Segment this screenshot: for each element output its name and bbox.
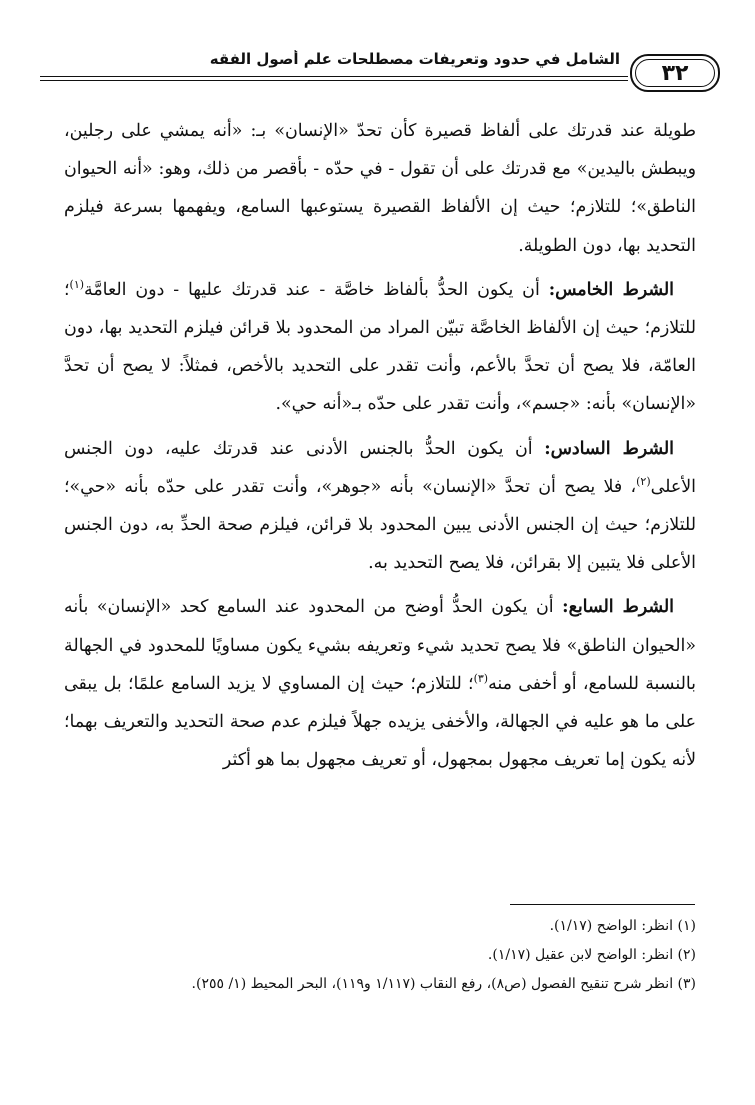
- footnote-separator: [510, 904, 695, 905]
- condition-5-text-a: أن يكون الحدُّ بألفاظ خاصَّة - عند قدرتك عليها - دون العامَّة: [84, 279, 549, 300]
- main-text: [64, 112, 696, 785]
- condition-7-text-a: أن يكون الحدُّ أوضح من المحدود عند السامع كحد «الإنسان» بأنه «الحيوان الناطق» فلا يصح تحديد شيء وتعريفه بشيء يكون مساويًا للمحدود في الجهالة بالنسبة للسامع، أو أخفى منه: [64, 597, 697, 694]
- footnote-ref-3[interactable]: (٣): [473, 672, 489, 686]
- footnotes: [64, 912, 696, 999]
- footnote-ref-2[interactable]: (٢): [636, 475, 651, 489]
- condition-7-label: الشرط السابع:: [562, 597, 674, 618]
- paragraph-1-text: طويلة عند قدرتك على ألفاظ قصيرة كأن تحدّ «الإنسان» بـ: «أنه يمشي على رجلين، ويبطش باليدين» مع قدرتك على أن تقول - في حدّه - بأقصر من ذلك، وهو: «أنه الحيوان الناطق»؛ للتلازم؛ حيث إن الألفاظ القصيرة يستوعبها السامع، ويفهمها بسرعة فيلزم التحديد بها، دون الطويلة.: [64, 121, 696, 256]
- paragraph-condition-7: [64, 588, 696, 779]
- running-title: الشامل في حدود وتعريفات مصطلحات علم أصول الفقه: [209, 50, 620, 68]
- paragraph-condition-6: [64, 430, 696, 583]
- condition-6-text-b: ، فلا يصح أن تحدَّ «الإنسان» بأنه «جوهر»، وأنت تقدر على حدّه بأنه «حي»؛ للتلازم؛ حيث إن الجنس الأدنى يبين المحدود بلا قرائن، فيلزم صحة الحدِّ به، دون الجنس الأعلى فلا يتبين إلا بقرائن، فلا يصح التحديد به.: [64, 476, 696, 574]
- footnote-ref-1[interactable]: (١): [69, 278, 85, 292]
- condition-7-text-b: ؛ للتلازم؛ حيث إن المساوي لا يزيد السامع علمًا؛ بل يبقى على ما هو عليه في الجهالة، والأخفى يزيده جهلاً فيلزم عدم صحة التحديد والتعريف بهما؛ لأنه يكون إما تعريف مجهول بمجهول، أو تعريف مجهول بما هو أكثر: [64, 673, 696, 771]
- condition-5-text-b: ؛ للتلازم؛ حيث إن الألفاظ الخاصَّة تبيّن المراد من المحدود بلا قرائن فيلزم التحديد بها، دون العامّة، فلا يصح أن تحدَّ بالأعم، وأنت تقدر على التحديد بالأخص، فمثلاً: لا يصح أن تحدَّ «الإنسان» بأنه: «جسم»، وأنت تقدر على حدّه بـ«أنه حي».: [64, 279, 696, 415]
- footnote-1: (١) انظر: الواضح (١/١٧).: [549, 918, 696, 934]
- condition-5-label: الشرط الخامس:: [548, 279, 674, 300]
- condition-6-text-a: أن يكون الحدُّ بالجنس الأدنى عند قدرتك عليه، دون الجنس الأعلى: [64, 438, 696, 497]
- page-number: ٣٢: [630, 54, 720, 92]
- condition-6-label: الشرط السادس:: [544, 438, 674, 459]
- page-header: [40, 44, 720, 96]
- paragraph-condition-5: [64, 271, 696, 424]
- footnote-3: (٣) انظر شرح تنقيح الفصول (ص٨)، رفع النقاب (١/١١٧ و١١٩)، البحر المحيط (١/ ٢٥٥).: [191, 976, 696, 992]
- header-rule: [40, 76, 628, 77]
- paragraph-1: [64, 112, 696, 265]
- footnote-2: (٢) انظر: الواضح لابن عقيل (١/١٧).: [487, 947, 696, 963]
- header-rule-thin: [40, 80, 628, 81]
